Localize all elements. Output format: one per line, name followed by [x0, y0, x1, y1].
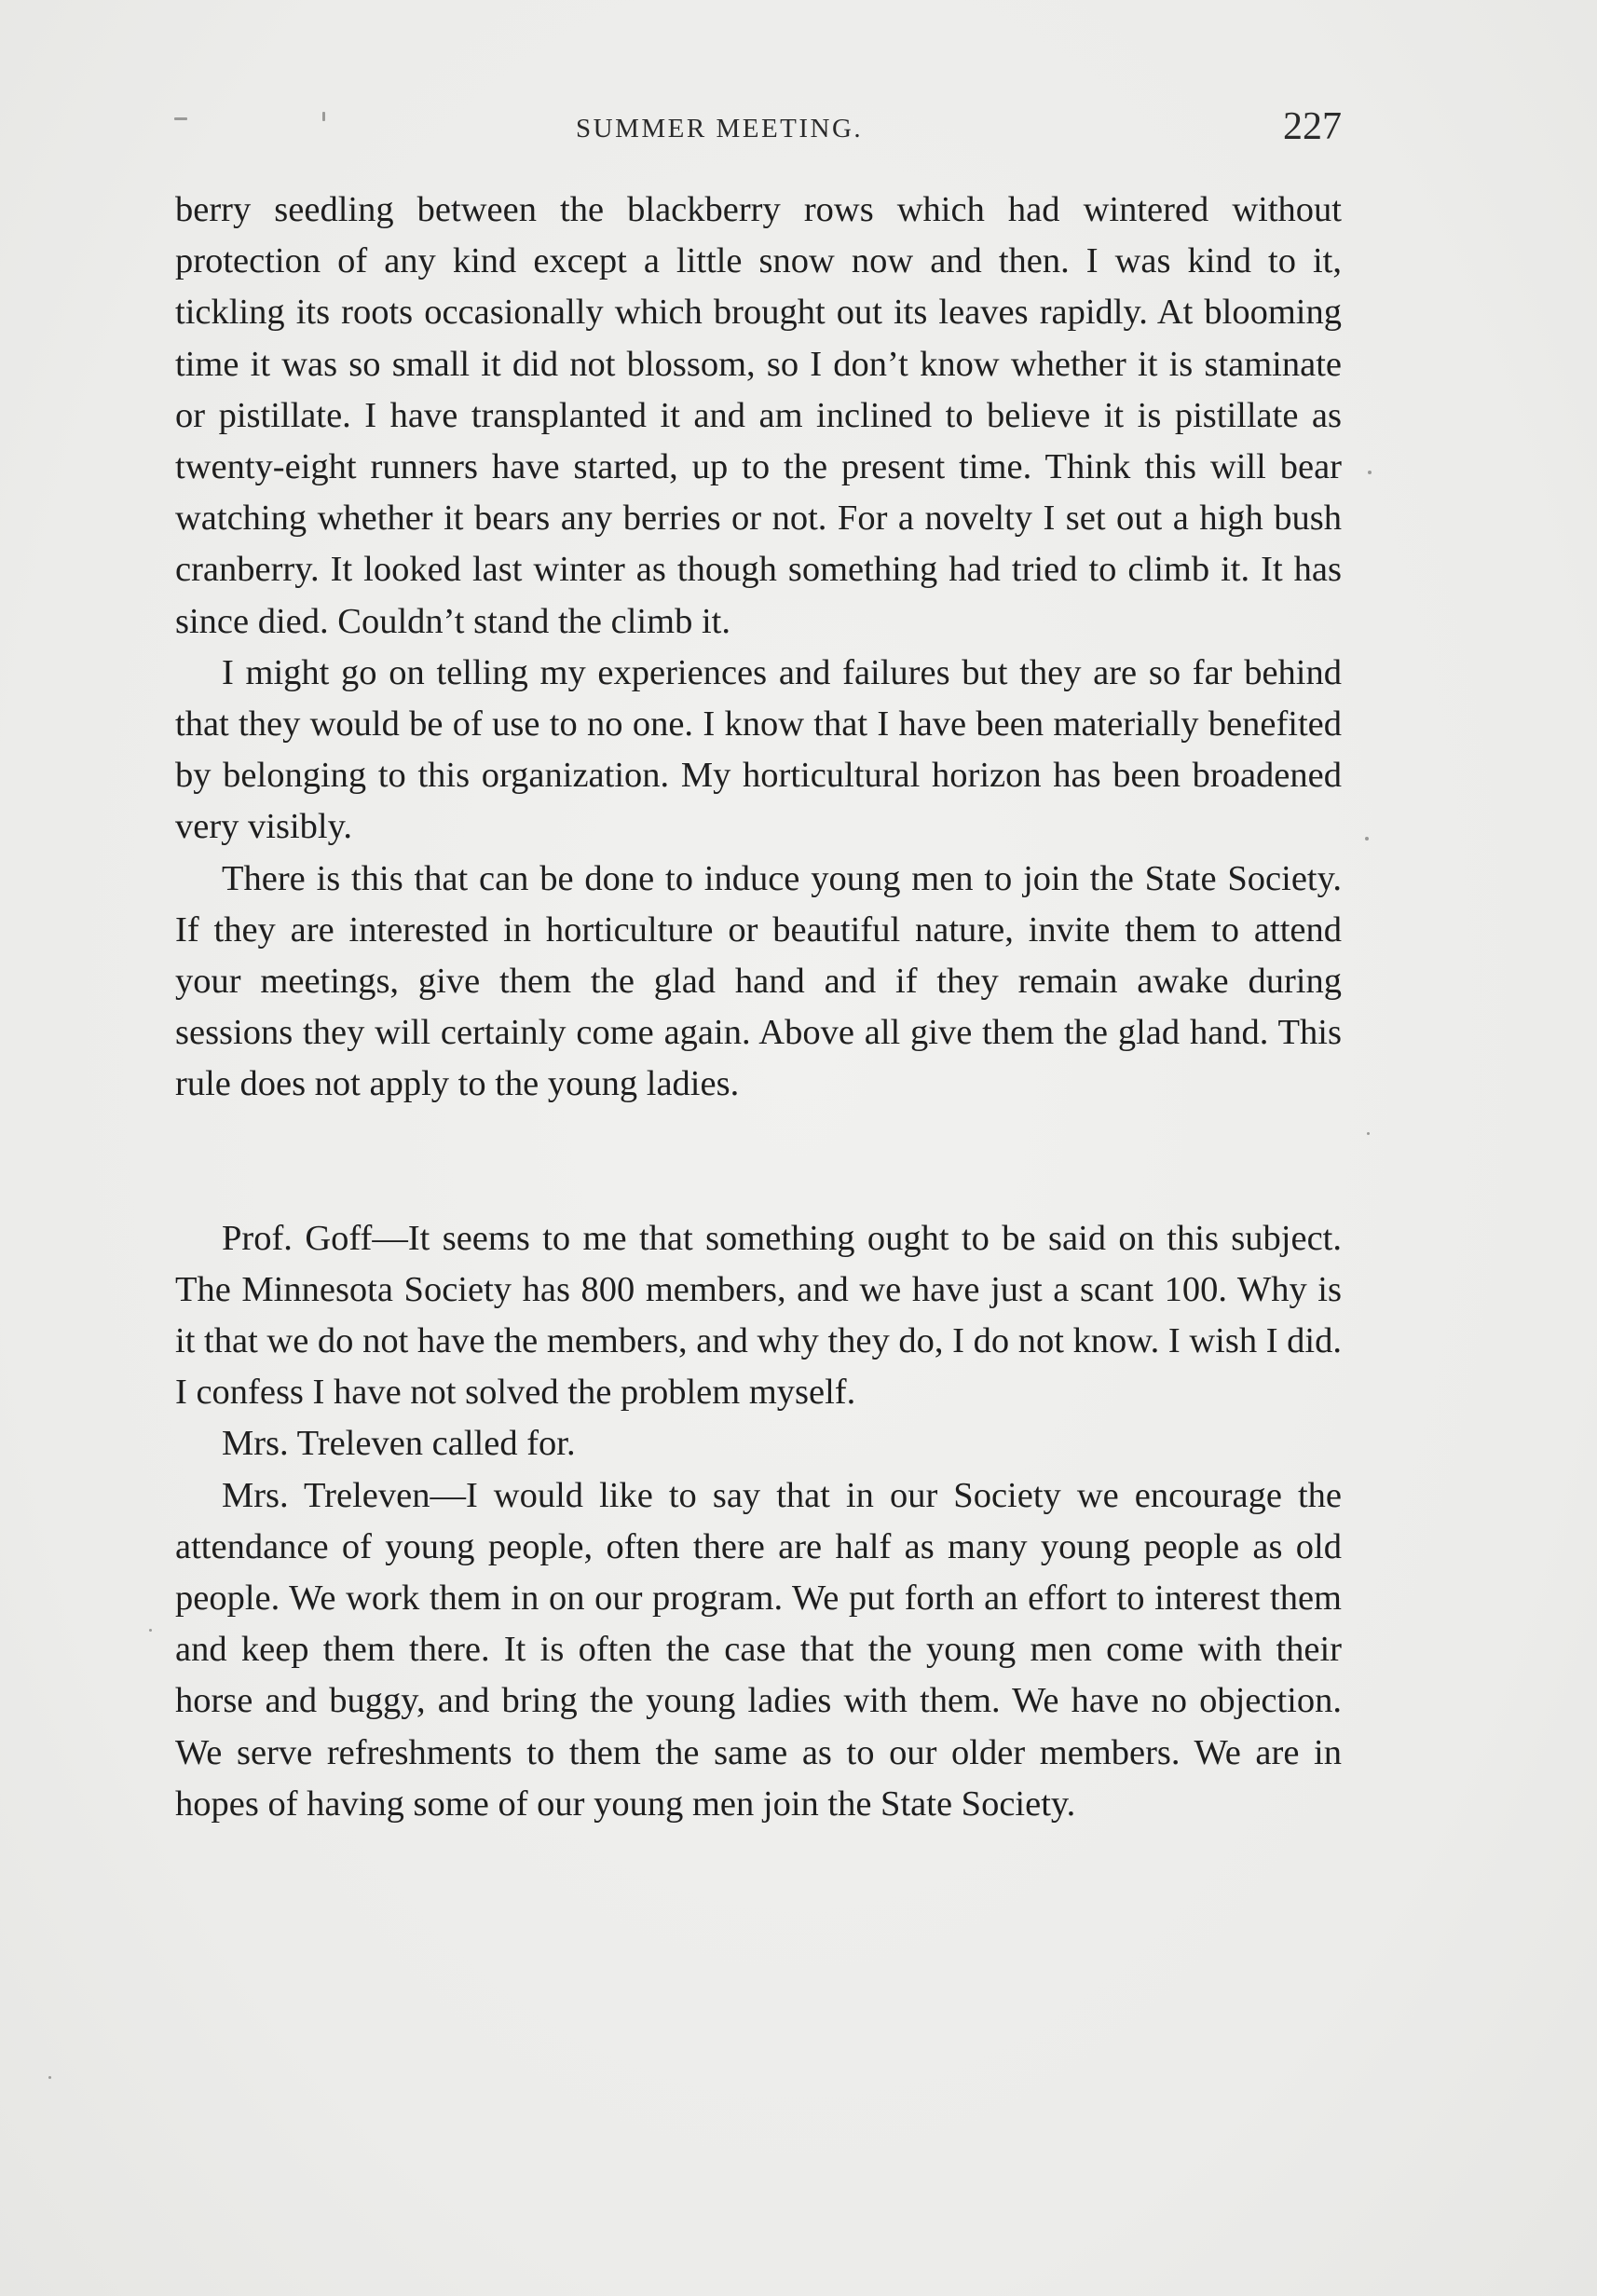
scan-speck [1367, 1132, 1370, 1135]
paragraph-speaker-goff: Prof. Goff—It seems to me that something ought to be said on this subject. The Minnesota Society has 800 members, and we have just a scant 100. Why is it that we do not have the members, and why they do, I do not know. I wish I did. I confess I have not solved the problem myself. [175, 1218, 1342, 1413]
paragraph: I might go on telling my experiences and failures but they are so far behind that they would be of use to no one. I know that I have been materially benefited by belonging to this organization. My horticultural horizon has been broadened very visibly. [175, 652, 1342, 847]
page-number: 227 [1283, 105, 1342, 148]
running-head [175, 105, 1342, 157]
scan-speck [174, 117, 187, 120]
paragraph-continued: berry seedling between the blackberry rows which had wintered without protection of any kind except a little snow now and then. I was kind to it, tickling its roots occasionally which brought out its leaves rapidly. At blooming time it was so small it did not blossom, so I don’t know whether it is staminate or pistillate. I have transplanted it and am inclined to believe it is pistillate as twenty-eight runners have started, up to the present time. Think this will bear watching whether it bears any berries or not. For a novelty I set out a high bush cranberry. It looked last winter as though something had tried to climb it. It has since died. Couldn’t stand the climb it. [175, 190, 1342, 641]
scan-speck [149, 1629, 152, 1632]
section-spacer [175, 1111, 1342, 1213]
running-head-title: SUMMER MEETING. [576, 114, 864, 144]
paragraph: There is this that can be done to induce young men to join the State Society. If they are interested in horticulture or beautiful nature, invite them to attend your meetings, give them the glad hand and if they remain awake during sessions they will certainly come again. Above all give them the glad hand. This rule does not apply to the young ladies. [175, 858, 1342, 1104]
scan-speck [1365, 837, 1369, 840]
paragraph-speaker-treleven: Mrs. Treleven—I would like to say that in our Society we encourage the attendance of young people, often there are half as many young people as old people. We work them in on our program. We put forth an effort to interest them and keep them there. It is often the case that the young men come with their horse and buggy, and bring the young ladies with them. We have no objection. We serve refreshments to them the same as to our older members. We are in hopes of having some of our young men join the State Society. [175, 1475, 1342, 1824]
scan-speck [48, 2076, 51, 2079]
body-text [175, 184, 1342, 1830]
scan-speck [322, 112, 325, 121]
paragraph-note: Mrs. Treleven called for. [222, 1424, 576, 1464]
scan-speck [1368, 471, 1372, 474]
